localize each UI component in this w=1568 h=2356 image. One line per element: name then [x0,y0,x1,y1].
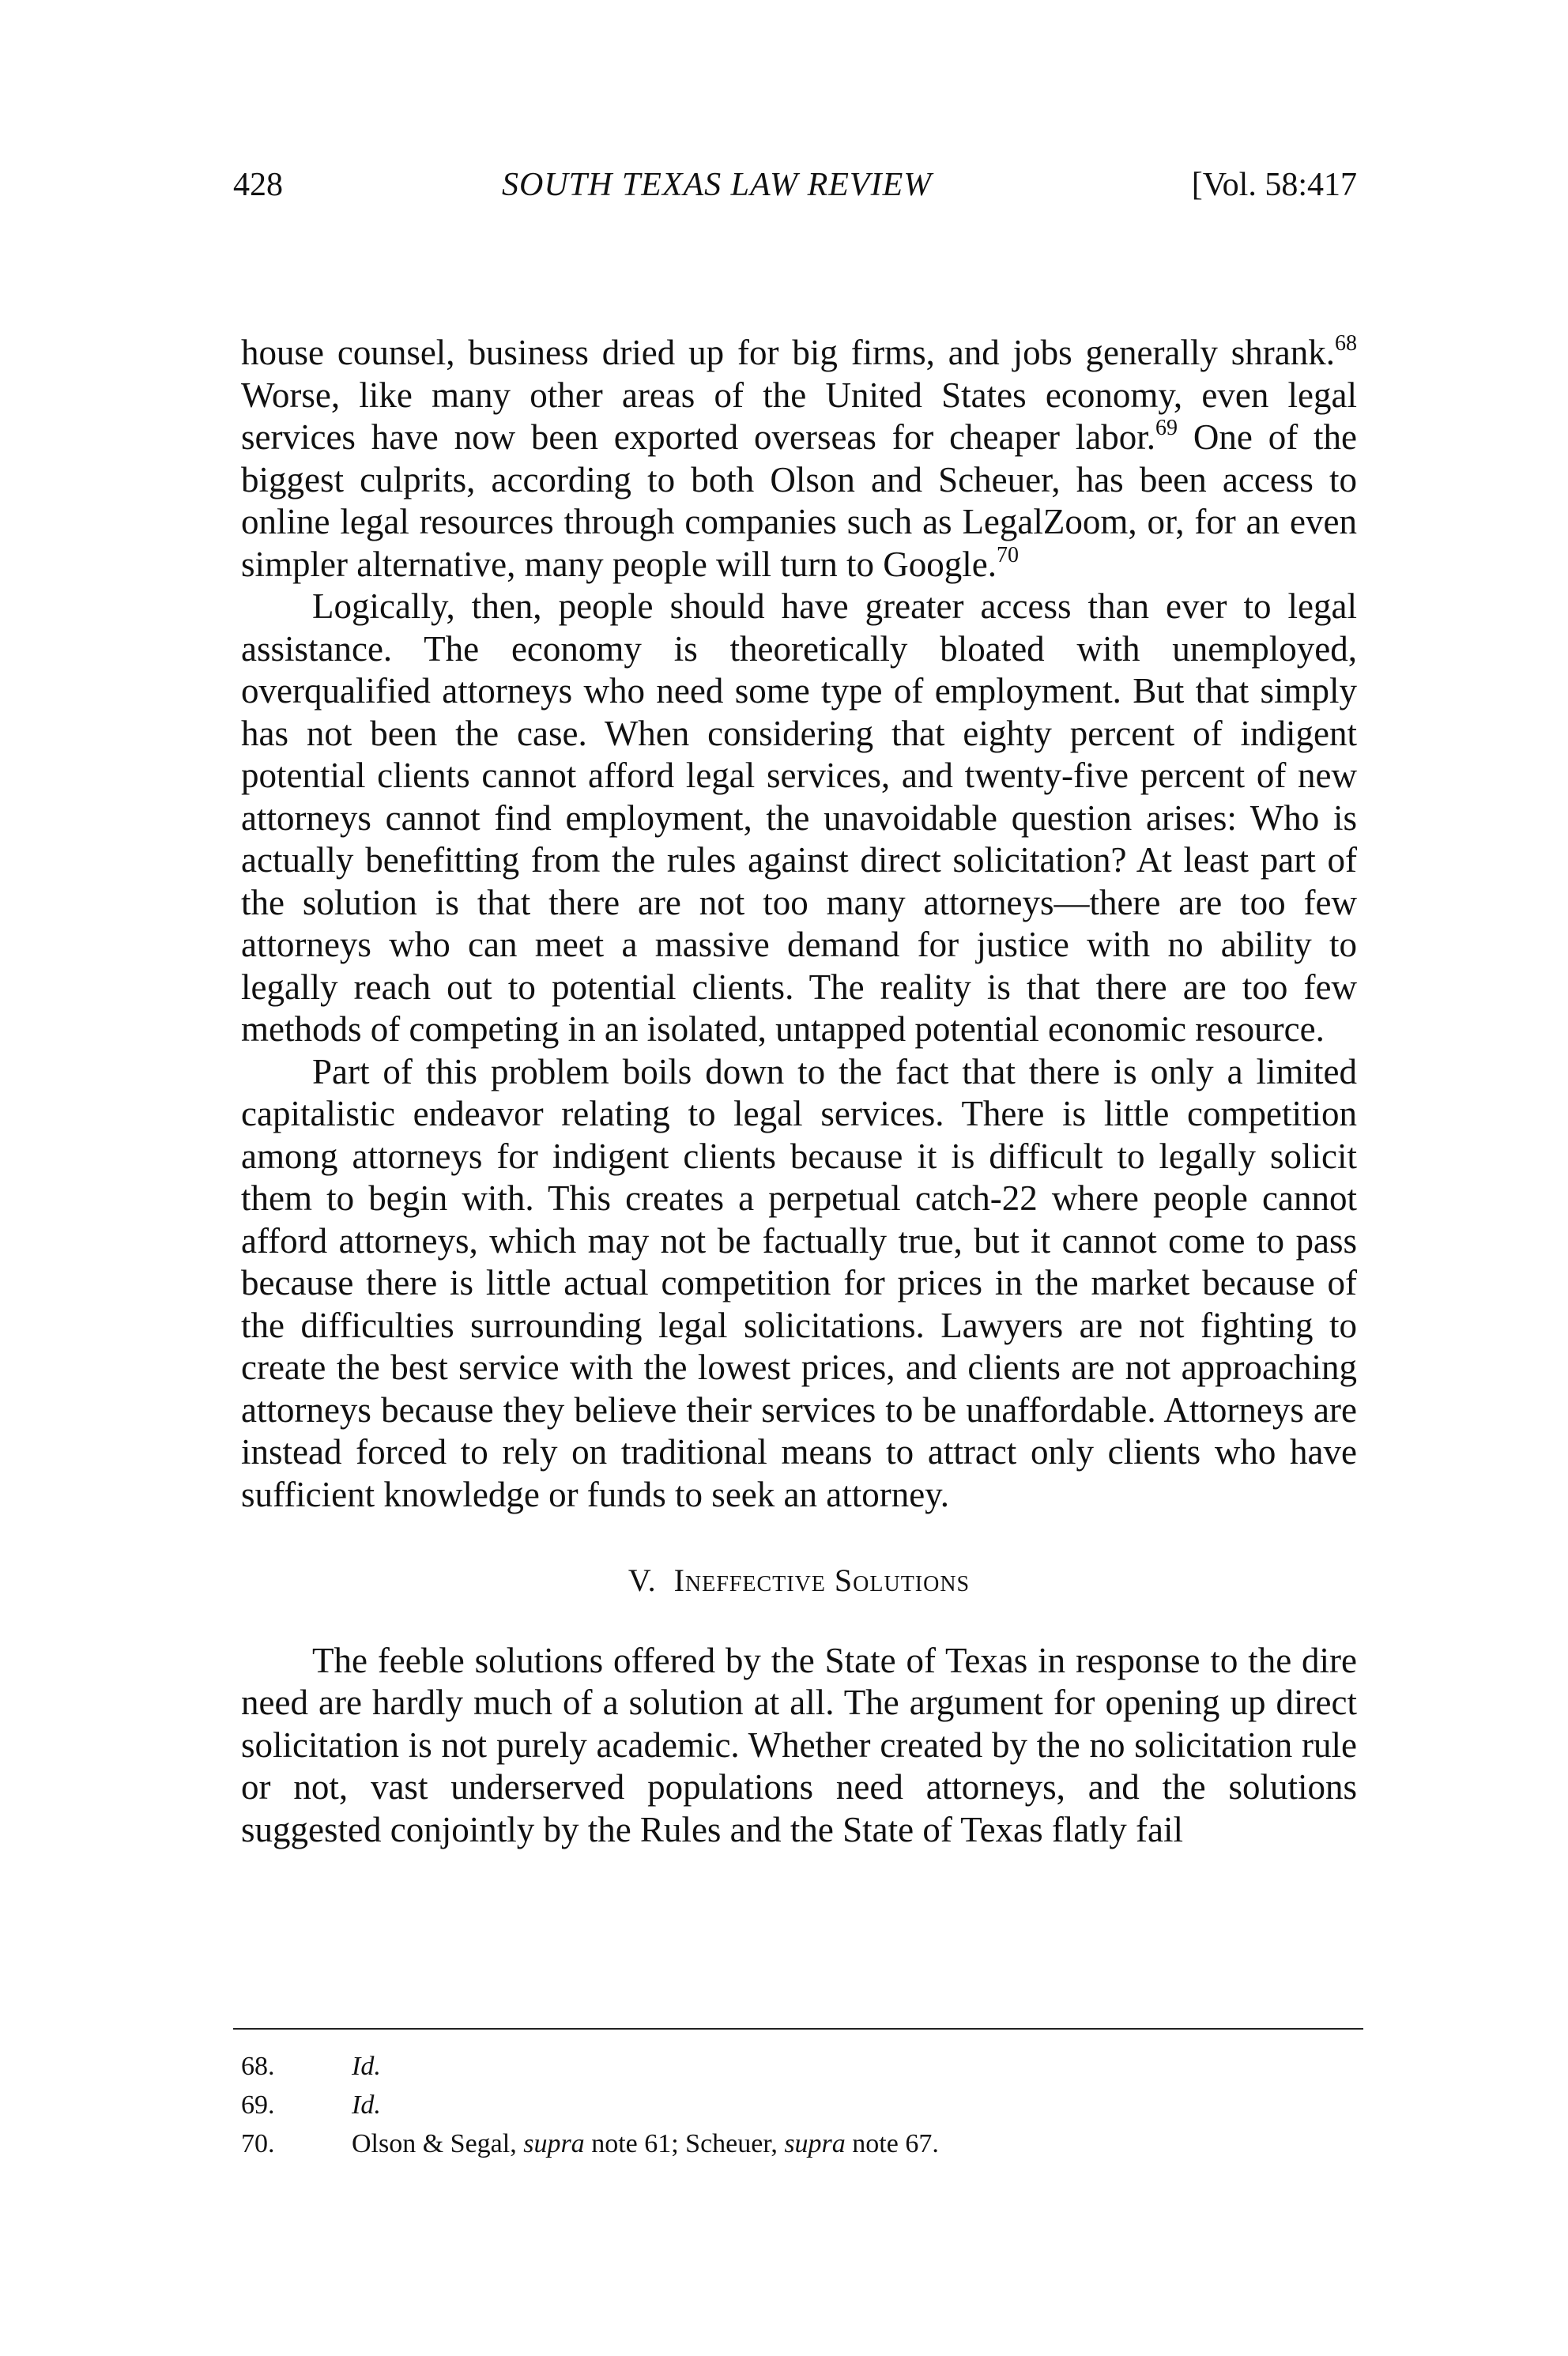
page [233,142,1357,2158]
paragraph-1-text-b: Worse, like many other areas of the United States economy, even legal services have now been exported overseas for cheaper labor. [241,375,1357,457]
footnote-supra: supra [523,2129,585,2158]
section-number: V. [628,1562,657,1598]
footnote-divider [233,2028,1363,2030]
footnote-text-part: note 67. [845,2129,939,2158]
footnote-69 [241,2086,1357,2124]
paragraph-1-text-c: One of the biggest culprits, according to both Olson and Scheuer, has been access to online legal resources through companies such as LegalZoom, or, for an even simpler alternative, many people will turn to Google. [241,417,1357,584]
footnote-70 [241,2124,1357,2163]
paragraph-1 [241,332,1357,586]
footnote-text: Id. [352,2052,381,2081]
footnote-68 [241,2047,1357,2086]
footnote-ref-68[interactable]: 68 [1335,331,1357,356]
running-header [233,142,1357,203]
page-number: 428 [233,167,283,203]
volume-citation: [Vol. 58:417 [1191,167,1357,203]
footnote-number: 70. [241,2129,275,2158]
journal-title: SOUTH TEXAS LAW REVIEW [502,167,933,203]
paragraph-1-text-a: house counsel, business dried up for big firms, and jobs generally shrank. [241,333,1335,372]
footnote-number: 69. [241,2090,275,2120]
paragraph-4: The feeble solutions offered by the State of Texas in response to the dire need are hardly much of a solution at all. The argument for opening up direct solicitation is not purely academic. Whether created by the no solicitation rule or not, vast underserved populations need attorneys, and the solutions suggested conjointly by the Rules and the State of Texas flatly fail [241,1640,1357,1849]
footnote-text: Id. [352,2090,381,2120]
footnote-ref-70[interactable]: 70 [997,542,1020,567]
section-heading [241,1559,1357,1602]
paragraph-2: Logically, then, people should have greater access than ever to legal assistance. The economy is theoretically bloated with unemployed, overqualified attorneys who need some type of employment. But that simply has not been the case. When considering that eighty percent of indigent potential clients cannot afford legal services, and twenty-five percent of new attorneys cannot find employment, the unavoidable question arises: Who is actually benefitting from the rules against direct solicitation? At least part of the solution is that there are not too many attorneys—there are too few attorneys who can meet a massive demand for justice with no ability to legally reach out to potential clients. The reality is that there are too few methods of competing in an isolated, untapped potential economic resource. [241,586,1357,1049]
footnote-number: 68. [241,2052,275,2081]
body-text [241,332,1357,1851]
footnotes [241,2047,1357,2163]
footnote-supra: supra [784,2129,846,2158]
paragraph-3: Part of this problem boils down to the fact that there is only a limited capitalistic endeavor relating to legal services. There is little competition among attorneys for indigent clients because it is difficult to legally solicit them to begin with. This creates a perpetual catch-22 where people cannot afford attorneys, which may not be factually true, but it cannot come to pass because there is little actual competition for prices in the market because of the difficulties surrounding legal solicitations. Lawyers are not fighting to create the best service with the lowest prices, and clients are not approaching attorneys because they believe their services to be unaffordable. Attorneys are instead forced to rely on traditional means to attract only clients who have sufficient knowledge or funds to seek an attorney. [241,1051,1357,1514]
footnote-text-part: note 61; Scheuer, [584,2129,785,2158]
section-title: Ineffective Solutions [673,1562,971,1598]
footnote-text-part: Olson & Segal, [352,2129,524,2158]
footnote-ref-69[interactable]: 69 [1155,416,1178,440]
